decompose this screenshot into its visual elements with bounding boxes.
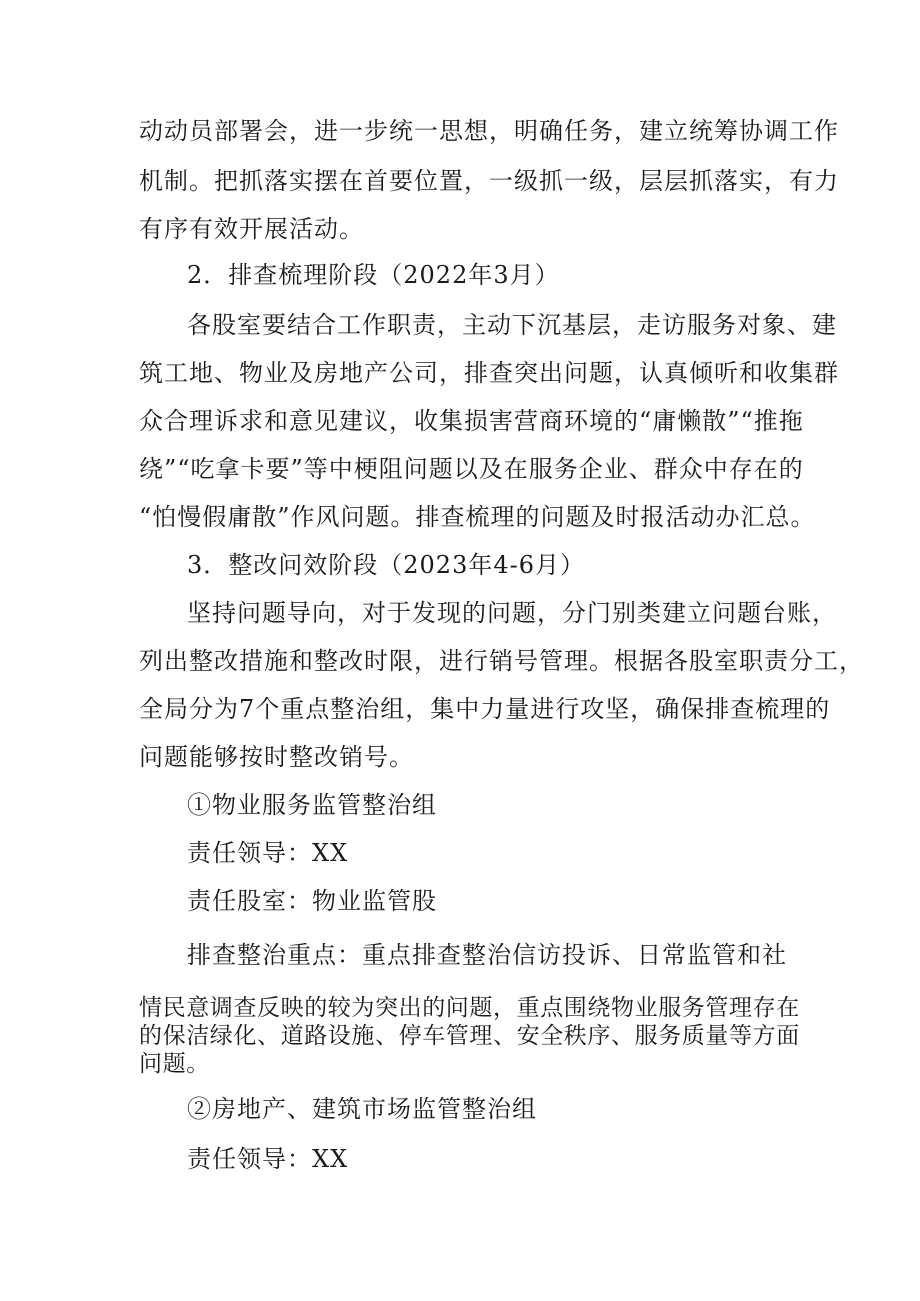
document-page: 动动员部署会，进一步统一思想，明确任务，建立统筹协调工作 机制。把抓落实摆在首要位置，一级抓一级，层层抓落实，有力 有序有效开展活动。 2．排查梳理阶段（2022年3月） 各股室要结合工作职责，主动下沉基层，走访服务对象、建 筑工地、物业及房地产公司，排查突出问题，认真倾听和收集群 众合理诉求和意见建议，收集损害营商环境的“庸懒散”“推拖 绕”“吃拿卡要”等中梗阻问题以及在服务企业、群众中存在的 “怕慢假庸散”作风问题。排查梳理的问题及时报活动办汇总。 3．整改问效阶段（2023年4-6月） 坚持问题导向，对于发现的问题，分门别类建立问题台账， 列出整改措施和整改时限，进行销号管理。根据各股室职责分工， 全局分为7个重点整治组，集中力量进行攻坚，确保排查梳理的 问题能够按时整改销号。 ①物业服务监管整治组 责任领导：XX 责任股室：物业监管股 排查整治重点：重点排查整治信访投诉、日常监管和社 情民意调查反映的较为突出的问题，重点围绕物业服务管理存在 的保洁绿化、道路设施、停车管理、安全秩序、服务质量等方面 问题。 ②房地产、建筑市场监管整治组 责任领导：XX <box>139 117 864 1173</box>
